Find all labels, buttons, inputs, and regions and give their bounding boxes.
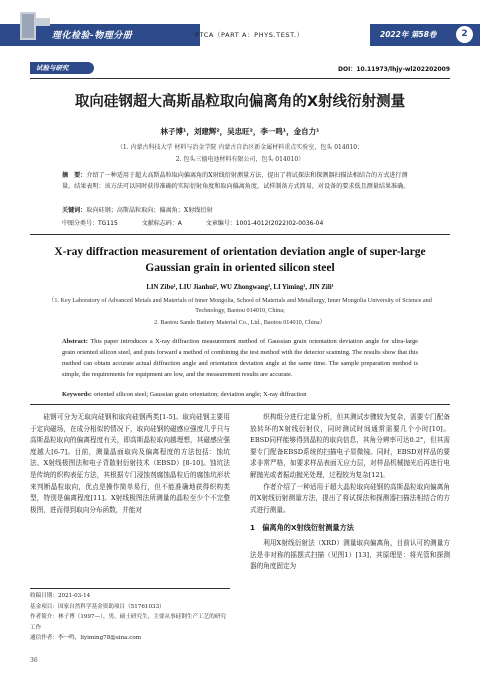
footnotes (30, 591, 230, 644)
chinese-title: 取向硅钢超大高斯晶粒取向偏离角的X射线衍射测量 (74, 94, 406, 110)
classification-row (62, 218, 422, 227)
english-affiliation-1: （1. Key Laboratory of Advanced Metals and Materials of Inner Mongolia, School of Materials and Metallurgy, Inner Mongolia University of Science and Technology, Baotou 014010, China; (48, 297, 432, 314)
document-code: 文献标志码：A (141, 220, 182, 227)
author-bio: 作者简介：林子博（1997—），男，硕士研究生，主要从事硅钢生产工艺的研究工作 (30, 614, 227, 631)
chinese-keywords-text: 取向硅钢；高斯晶粒取向；偏离角；X射线衍射 (86, 207, 213, 214)
body-paragraph-right-1: 织构组分进行定量分析，但其测试步骤较为复杂，需要专门配备放转环的X射线衍射仪，同时测试时间通常需要几个小时[10]。EBSD同样能够得到晶粒的取向信息，其角分辨率可达0.2°，但其需要专门配备EBSD系统的扫描电子显微镜。同时，EBSD对样品的要求非常严格，如要求样品表面无应力层，对样品机械抛光后再进行电解抛光或者振动抛光处理，过程较为复杂[12]。 (250, 413, 450, 479)
fund-info: 基金项目：国家自然科学基金资助项目（51761033） (30, 603, 165, 610)
clc-number: 中图分类号：TG115 (62, 220, 118, 227)
left-column (30, 412, 230, 516)
english-title: X-ray diffraction measurement of orientation deviation angle of super-large Gaussian grain in oriented silicon steel (54, 246, 426, 274)
chinese-keywords (62, 205, 418, 216)
journal-name: 理化检验-物理分册 (52, 31, 133, 41)
body-paragraph-right-3: 利用X射线衍射法（XRD）测量取向偏离角，目前认可的测量方法是非对称的摇摆式扫描（见图1）[13]，其原理是：将光管和探测器的角度固定为 (250, 538, 450, 571)
abstract-bottom-rule (30, 404, 450, 405)
chinese-authors: 林子博¹，刘建辉²，吴忠旺²，李一鸣¹，金自力¹ (160, 127, 320, 136)
section-tag: 试验与研究 (30, 62, 94, 74)
header-rule (30, 78, 450, 79)
front-matter-rule (30, 234, 450, 235)
english-affiliation-2: 2. Baotou Sande Battery Material Co., Ltd., Baotou 014010, China） (154, 319, 326, 326)
journal-logo-icon (18, 8, 56, 44)
chinese-abstract-text: 介绍了一种适用于超大高斯晶粒取向偏离角的X射线衍射测量方法，提出了将试探法和探测器扫描法相结合的方式进行测量。结果表明：该方法可以同时获得准确的实际衍射角度和取向偏离角度，试样制备方式简易，对设备的要求低且测量结果准确。 (62, 172, 410, 190)
section-heading-1: 1 偏离角的X射线衍射测量方法 (250, 523, 354, 533)
chinese-keywords-label: 关键词： (62, 207, 87, 214)
right-column (250, 412, 450, 573)
footnote-rule (30, 588, 230, 589)
article-number: 文章编号：1001-4012(2022)02-0036-04 (205, 220, 324, 227)
english-keywords (62, 389, 418, 400)
english-abstract (62, 336, 418, 380)
received-date: 收稿日期：2021-03-14 (30, 593, 91, 599)
body-paragraph-left: 硅钢可分为无取向硅钢和取向硅钢两类[1-5]。取向硅钢主要用于定向磁场，在成分相似的情况下，取向硅钢的磁感应强度几乎只与高斯晶粒取向的偏离程度有关，即高斯晶粒取向越理想，其磁感应强度越大[6-7]。目前，测量晶面取向及偏离程度的方法包括：蚀坑法、X射线极图法和电子背散射衍射技术（EBSD）[8-10]。蚀坑法是传统的织构表征方法，其根据专门浸蚀剂腐蚀晶粒后的腐蚀坑形状来判断晶粒取向，优点是操作简单易行，但不能准确地获得织构类型，特别是偏离程度[11]。X射线极图法所测量的晶粒至少个不完整极图，进而得到取向分布函数，并能对 (30, 413, 230, 514)
issue-number-badge: 2 (456, 26, 473, 43)
chinese-affiliation-1: （1. 内蒙古科技大学 材料与冶金学院 内蒙古自治区新金属材料重点实验室，包头 014010； (116, 144, 364, 151)
chinese-abstract (62, 170, 418, 192)
chinese-affiliation-2: 2. 包头三德电池材料有限公司，包头 014010） (175, 156, 305, 163)
corresponding-author: 通信作者：李一鸣，liyiming78@sina.com (30, 635, 142, 641)
body-paragraph-right-2: 作者介绍了一种适用于超大晶粒取向硅钢的高斯晶粒取向偏离角的X射线衍射测量方法，提出了将试探法和探测器扫描法相结合的方式进行测量。 (250, 482, 450, 514)
english-abstract-text: This paper introduces a X-ray diffraction measurement method of Gaussian grain orientation deviation angle for ultra-large grain oriented silicon steel, and puts forward a method of combining the test method with the detector scanning. The results show that this method can obtain accurate actual diffraction angle and orientation deviation angle at the same time. The sample preparation method is simple, the requirements for equipment are low, and the measurement results are accurate. (62, 338, 418, 378)
journal-subtitle: PTCA（PART A：PHYS.TEST.） (195, 31, 304, 39)
page-number: 36 (30, 657, 38, 664)
english-abstract-label: Abstract: (62, 338, 88, 345)
english-authors: LIN Zibo¹, LIU Jianhui², WU Zhongwang², LI Yiming¹, JIN Zili¹ (146, 284, 334, 291)
doi: DOI：10.11973/lhjy-wl202202009 (338, 66, 450, 73)
chinese-abstract-label: 摘 要： (62, 172, 87, 179)
english-keywords-text: oriented silicon steel; Gaussian grain orientation; deviation angle; X-ray diffraction (93, 391, 307, 398)
issue-info: 2022年 第58卷 (380, 30, 437, 39)
english-keywords-label: Keywords: (62, 391, 92, 398)
